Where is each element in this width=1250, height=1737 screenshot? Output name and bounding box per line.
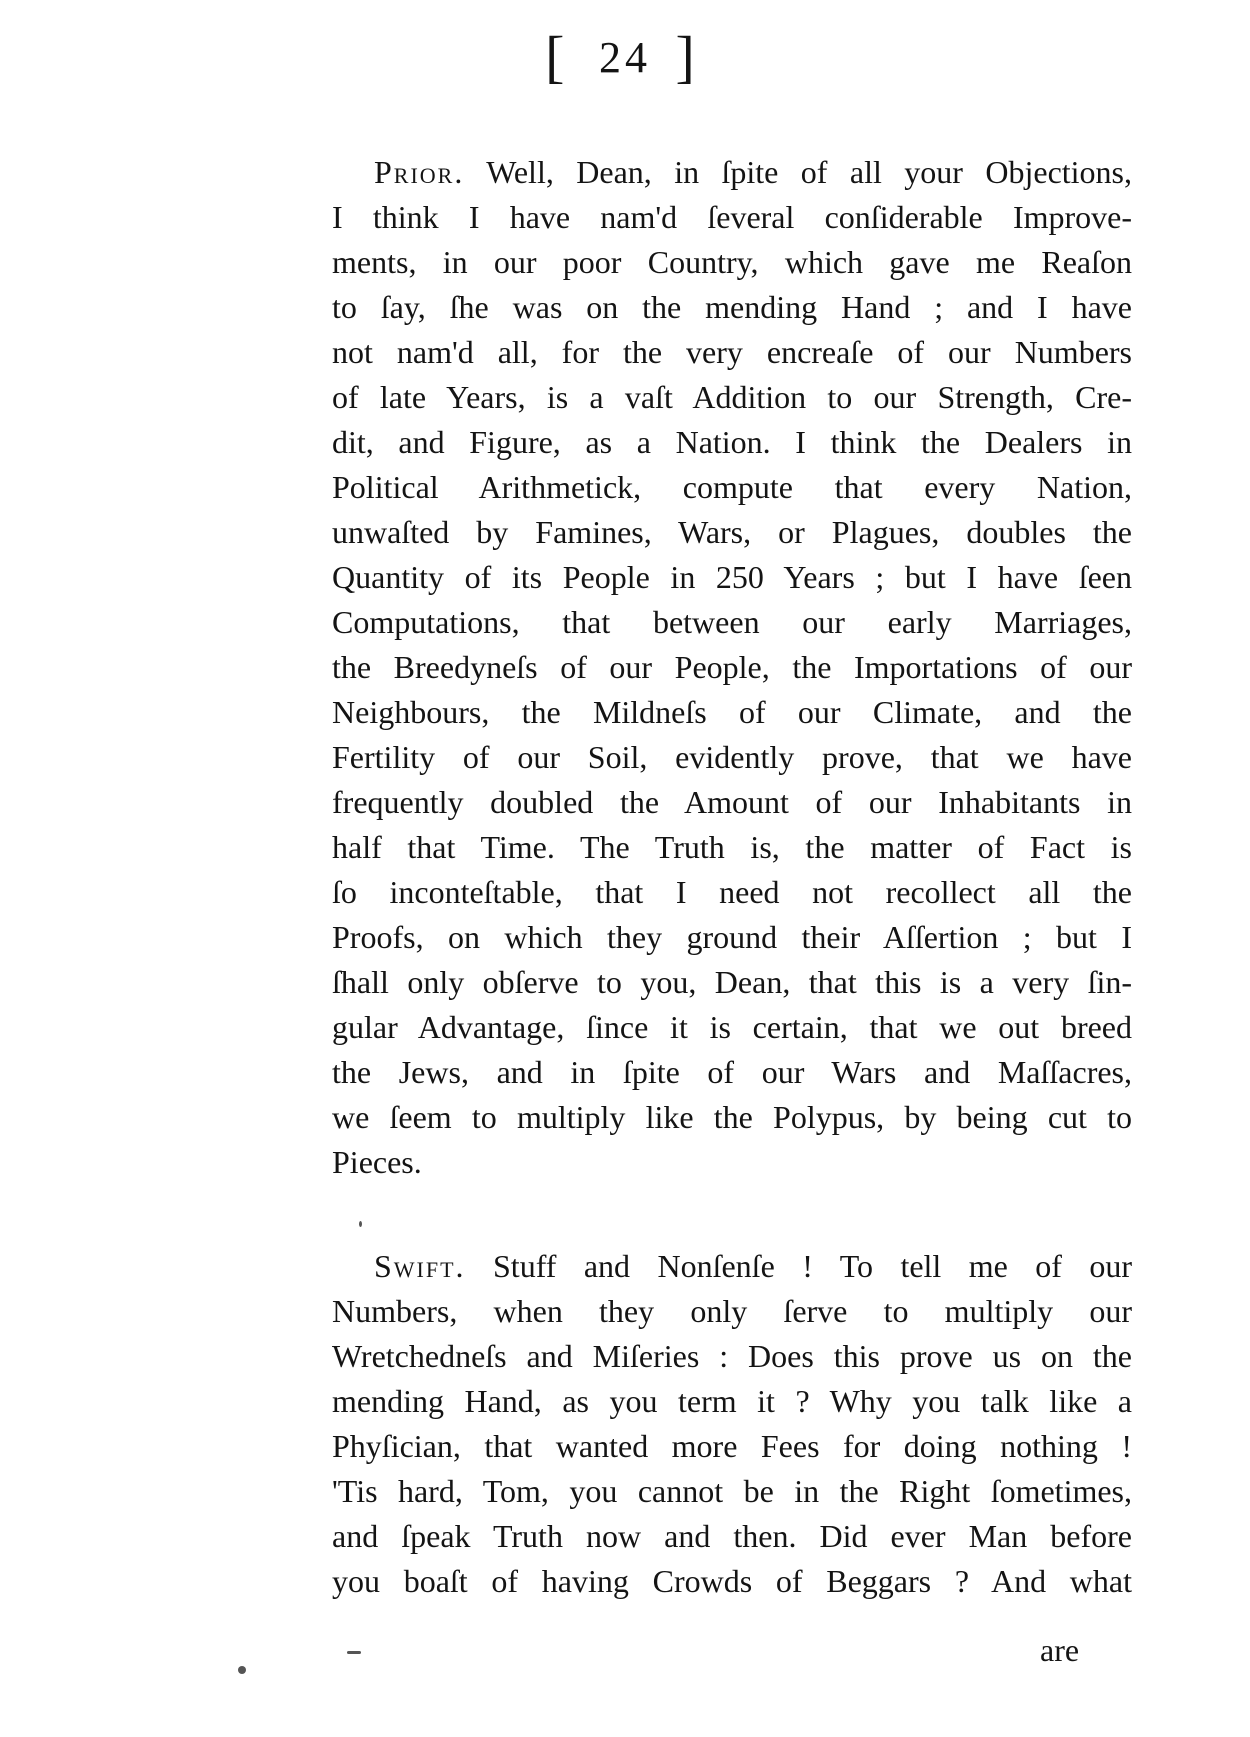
text-line: you boaſt of having Crowds of Beggars ? And what	[332, 1563, 1132, 1599]
page-number-value: 24	[599, 33, 651, 82]
text-line: Wretchedneſs and Miſeries : Does this prove us on the	[332, 1338, 1132, 1374]
catchword: are	[1040, 1632, 1080, 1668]
ink-speck	[359, 1221, 362, 1227]
text-line: the Breedyneſs of our People, the Importations of our	[332, 649, 1132, 685]
text-line: Numbers, when they only ſerve to multiply our	[332, 1293, 1132, 1329]
text-line: Political Arithmetick, compute that every Nation,	[332, 469, 1132, 505]
text-line: we ſeem to multiply like the Polypus, by being cut to	[332, 1099, 1132, 1135]
swift-paragraph	[332, 1244, 1132, 1604]
page-number: [ 24 ]	[545, 24, 705, 89]
text-line: Quantity of its People in 250 Years ; but I have ſeen	[332, 559, 1132, 595]
text-line: ments, in our poor Country, which gave me Reaſon	[332, 244, 1132, 280]
speaker-swift: Swift.	[374, 1248, 466, 1284]
prior-paragraph	[332, 150, 1132, 1185]
text-line: to ſay, ſhe was on the mending Hand ; and I have	[332, 289, 1132, 325]
text-line: mending Hand, as you term it ? Why you talk like a	[332, 1383, 1132, 1419]
text-line: Proofs, on which they ground their Aſſertion ; but I	[332, 919, 1132, 955]
text-line: half that Time. The Truth is, the matter of Fact is	[332, 829, 1132, 865]
text-line: and ſpeak Truth now and then. Did ever Man before	[332, 1518, 1132, 1554]
text-line: ſhall only obſerve to you, Dean, that this is a very ſin-	[332, 964, 1132, 1000]
text-line: Phyſician, that wanted more Fees for doing nothing !	[332, 1428, 1132, 1464]
text-line: Neighbours, the Mildneſs of our Climate, and the	[332, 694, 1132, 730]
text-line: Prior. Well, Dean, in ſpite of all your Objections,	[374, 154, 1132, 190]
text-line: 'Tis hard, Tom, you cannot be in the Right ſometimes,	[332, 1473, 1132, 1509]
text-line: not nam'd all, for the very encreaſe of our Numbers	[332, 334, 1132, 370]
text-line: I think I have nam'd ſeveral conſiderable Improve-	[332, 199, 1132, 235]
text-line: the Jews, and in ſpite of our Wars and Maſſacres,	[332, 1054, 1132, 1090]
text-line: of late Years, is a vaſt Addition to our Strength, Cre-	[332, 379, 1132, 415]
text-line: ſo inconteſtable, that I need not recollect all the	[332, 874, 1132, 910]
text-line: Fertility of our Soil, evidently prove, that we have	[332, 739, 1132, 775]
speaker-prior: Prior.	[374, 154, 465, 190]
text-line: Pieces.	[332, 1144, 422, 1180]
text-line: dit, and Figure, as a Nation. I think the Dealers in	[332, 424, 1132, 460]
text-line: unwaſted by Famines, Wars, or Plagues, doubles the	[332, 514, 1132, 550]
text-line: Computations, that between our early Marriages,	[332, 604, 1132, 640]
text-line: frequently doubled the Amount of our Inhabitants in	[332, 784, 1132, 820]
text-line: Swift. Stuff and Nonſenſe ! To tell me of our	[374, 1248, 1133, 1284]
ink-speck	[238, 1666, 246, 1674]
text-line: gular Advantage, ſince it is certain, that we out breed	[332, 1009, 1132, 1045]
ink-speck	[347, 1651, 361, 1654]
